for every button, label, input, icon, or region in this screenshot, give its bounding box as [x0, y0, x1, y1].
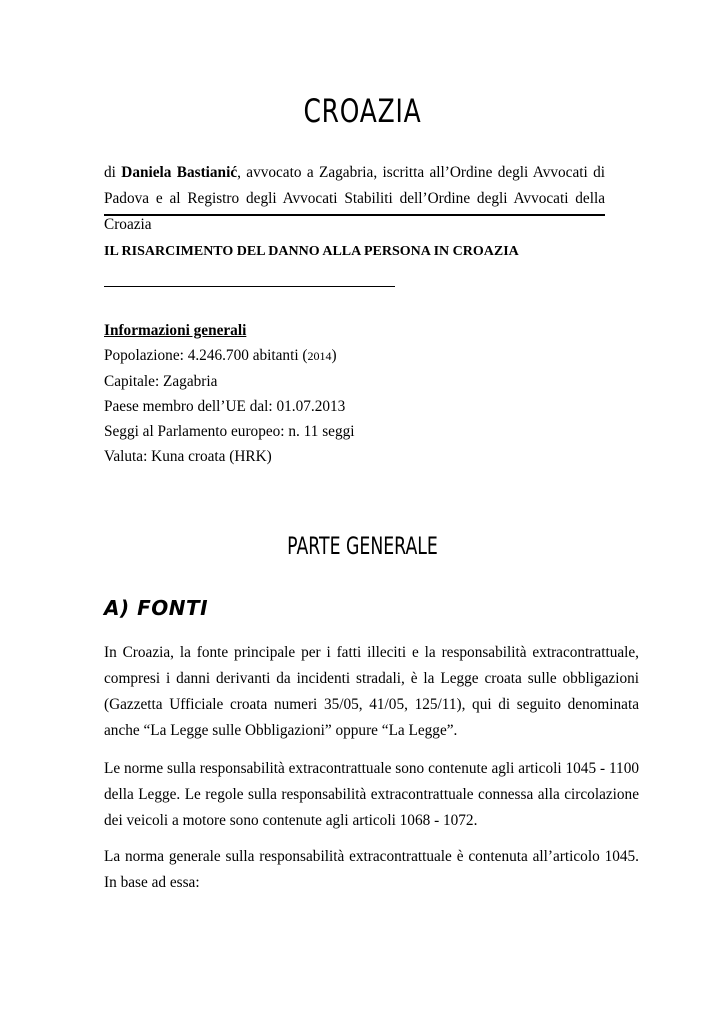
author-name: Daniela Bastianić: [121, 164, 238, 181]
section-title: PARTE GENERALE: [287, 532, 438, 560]
paragraph: Le norme sulla responsabilità extracontrattuale sono contenute agli articoli 1045 - 1100 della Legge. Le regole sulla responsabilità extracontrattuale connessa alla circolazione dei veicoli a motore sono contenute agli articoli 1068 - 1072.: [104, 760, 639, 829]
document-title: CROAZIA: [303, 92, 422, 130]
author-description: , avvocato a Zagabria, iscritta all’Ordine degli Avvocati di Padova e al Registro degli Avvocati Stabiliti dell’Ordine degli Avvocati della Croazia: [104, 164, 605, 233]
general-info-block: [104, 318, 355, 469]
population-year: 2014: [307, 349, 332, 363]
general-info-label: Informazioni generali: [104, 322, 247, 339]
paragraph: In Croazia, la fonte principale per i fatti illeciti e la responsabilità extracontrattuale, compresi i danni derivanti da incidenti stradali, è la Legge croata sulle obbligazioni (Gazzetta Ufficiale croata numeri 35/05, 41/05, 125/11), qui di seguito denominata anche “La Legge sulle Obbligazioni” oppure “La Legge”.: [104, 644, 639, 739]
author-line: [104, 160, 605, 238]
eu-member-line: Paese membro dell’UE dal: 01.07.2013: [104, 398, 346, 415]
article-heading: IL RISARCIMENTO DEL DANNO ALLA PERSONA IN CROAZIA: [104, 244, 519, 259]
paragraph: La norma generale sulla responsabilità extracontrattuale è contenuta all’articolo 1045. In base ad essa:: [104, 848, 639, 891]
seats-line: Seggi al Parlamento europeo: n. 11 seggi: [104, 423, 355, 440]
author-divider: [104, 214, 605, 216]
author-prefix: di: [104, 164, 122, 181]
heading-divider: [104, 286, 395, 287]
subsection-title: A) FONTI: [104, 596, 209, 620]
population-line: Popolazione: 4.246.700 abitanti (2014): [104, 347, 337, 364]
currency-line: Valuta: Kuna croata (HRK): [104, 448, 272, 465]
capital-line: Capitale: Zagabria: [104, 373, 218, 390]
